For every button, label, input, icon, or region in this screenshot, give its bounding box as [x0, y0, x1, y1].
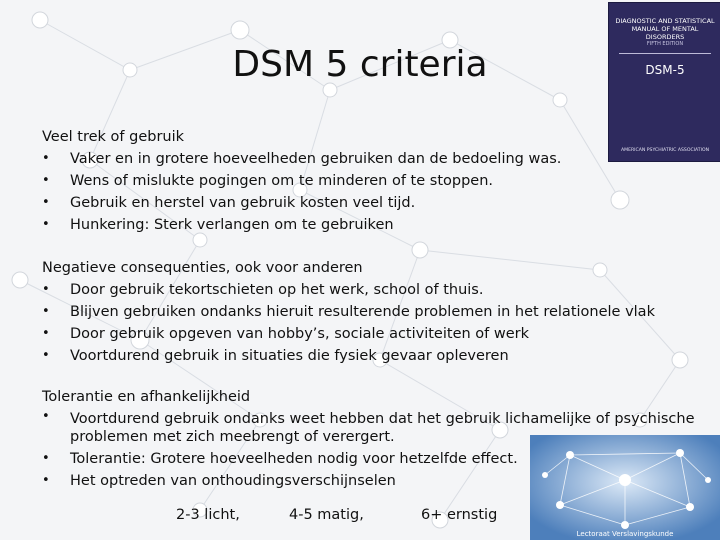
network-image	[530, 435, 720, 540]
list-item: • Tolerantie: Grotere hoeveelheden nodig voor hetzelfde effect.	[42, 448, 712, 470]
book-rule	[619, 53, 711, 54]
slide-title: DSM 5 criteria	[232, 44, 488, 85]
section-heading: Veel trek of gebruik	[42, 129, 185, 145]
section-consequenties	[42, 257, 712, 367]
criteria-list	[42, 279, 712, 367]
list-item: • Wens of mislukte pogingen om te minderen of te stoppen.	[42, 170, 712, 192]
list-item: • Het optreden van onthoudingsverschijnselen	[42, 470, 712, 492]
list-item: • Voortdurend gebruik ondanks weet hebben dat het gebruik lichamelijke of psychische problemen met zich meebrengt of verergert.	[42, 408, 712, 448]
severity-mild: 2-3 licht,	[176, 507, 240, 523]
book-title-text: DIAGNOSTIC AND STATISTICAL MANUAL OF MENTAL DISORDERS	[615, 17, 715, 41]
section-trek	[42, 126, 712, 236]
book-edition-text: FIFTH EDITION	[646, 41, 684, 47]
section-heading: Negatieve consequenties, ook voor anderen	[42, 260, 363, 276]
criteria-list	[42, 148, 712, 236]
section-heading: Tolerantie en afhankelijkheid	[42, 389, 251, 405]
list-item: • Blijven gebruiken ondanks hieruit resulterende problemen in het relationele vlak	[42, 301, 712, 323]
people-network-graphic	[530, 435, 720, 540]
list-item: • Door gebruik opgeven van hobby’s, sociale activiteiten of werk	[42, 323, 712, 345]
list-item: • Vaker en in grotere hoeveelheden gebruiken dan de bedoeling was.	[42, 148, 712, 170]
list-item: • Gebruik en herstel van gebruik kosten veel tijd.	[42, 192, 712, 214]
list-item: • Door gebruik tekortschieten op het werk, school of thuis.	[42, 279, 712, 301]
severity-severe: 6+ ernstig	[421, 507, 498, 523]
list-item: • Hunkering: Sterk verlangen om te gebruiken	[42, 214, 712, 236]
network-caption: Lectoraat Verslavingskunde	[576, 530, 674, 538]
book-short-title: DSM-5	[645, 63, 685, 77]
severity-moderate: 4-5 matig,	[289, 507, 364, 523]
list-item: • Voortdurend gebruik in situaties die fysiek gevaar opleveren	[42, 345, 712, 367]
book-publisher: AMERICAN PSYCHIATRIC ASSOCIATION	[620, 148, 710, 153]
